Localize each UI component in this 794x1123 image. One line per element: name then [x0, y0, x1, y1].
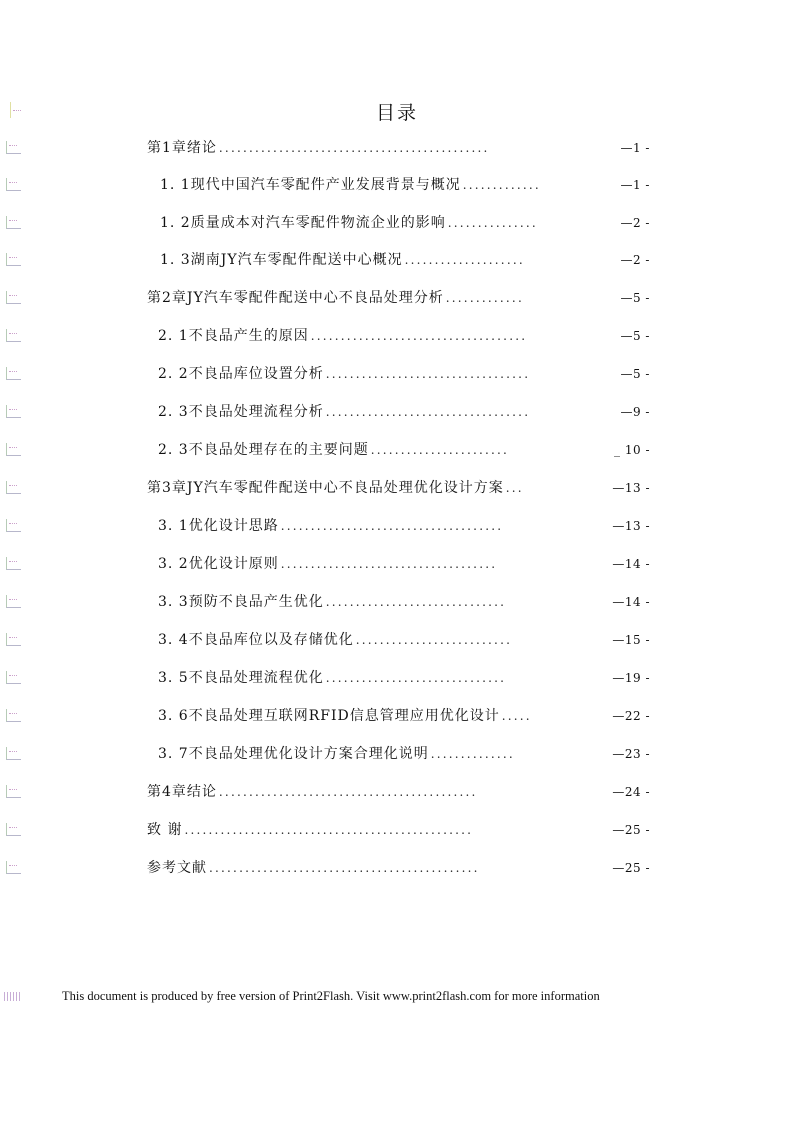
toc-leader-dots: ....................................: [280, 557, 498, 571]
toc-page-number: —2 -: [620, 216, 650, 230]
toc-entry[interactable]: [158, 743, 650, 765]
toc-page-number: —22 -: [612, 709, 650, 723]
margin-marker: [6, 823, 21, 836]
toc-leader-dots: .............................................: [218, 141, 490, 155]
toc-leader-dots: ..............................: [325, 671, 507, 685]
toc-entry[interactable]: [160, 212, 650, 234]
margin-marker: [6, 671, 21, 684]
toc-page-number: —15 -: [612, 633, 650, 647]
print2flash-footer: This document is produced by free version of Print2Flash. Visit www.print2flash.com for more information: [62, 989, 600, 1003]
margin-marker: [6, 785, 21, 798]
toc-entry-label: 第1章绪论: [147, 140, 217, 156]
toc-page-number: —5 -: [620, 367, 650, 381]
toc-entry-label: 3. 1优化设计思路: [158, 518, 279, 534]
margin-marker: [6, 178, 21, 191]
toc-entry-label: 1. 3湖南JY汽车零配件配送中心概况: [160, 252, 403, 268]
toc-entry-label: 致 谢: [147, 822, 183, 838]
toc-entry[interactable]: [147, 819, 650, 841]
margin-marker: [6, 557, 21, 570]
margin-marker: [6, 633, 21, 646]
toc-leader-dots: ...........................................: [218, 785, 478, 799]
toc-entry[interactable]: [158, 401, 650, 423]
toc-leader-dots: ..................................: [325, 405, 531, 419]
toc-leader-dots: ....................: [404, 253, 525, 267]
toc-page-number: —19 -: [612, 671, 650, 685]
toc-page-number: —23 -: [612, 747, 650, 761]
margin-marker: [6, 747, 21, 760]
footer-marker: [4, 992, 20, 1001]
toc-page-number: —24 -: [612, 785, 650, 799]
toc-page-number: —14 -: [612, 557, 650, 571]
margin-marker: [6, 216, 21, 229]
toc-leader-dots: .....: [501, 709, 532, 723]
toc-page-number: _ 10 -: [614, 443, 650, 457]
toc-leader-dots: ................................................: [184, 823, 474, 837]
toc-leader-dots: ..........................: [355, 633, 513, 647]
margin-marker: [6, 595, 21, 608]
toc-page-number: —13 -: [612, 519, 650, 533]
toc-entry[interactable]: [160, 174, 650, 196]
toc-page-number: —9 -: [620, 405, 650, 419]
toc-entry-label: 第3章JY汽车零配件配送中心不良品处理优化设计方案: [147, 480, 504, 496]
toc-entry-label: 第4章结论: [147, 784, 217, 800]
margin-marker: [6, 405, 21, 418]
margin-marker: [6, 519, 21, 532]
toc-entry-label: 2. 1不良品产生的原因: [158, 328, 309, 344]
toc-entry-label: 3. 4不良品库位以及存储优化: [158, 632, 354, 648]
toc-leader-dots: ..............: [430, 747, 515, 761]
toc-leader-dots: .............................................: [209, 861, 480, 875]
toc-leader-dots: ..................................: [325, 367, 531, 381]
margin-marker: [6, 861, 21, 874]
toc-entry[interactable]: [158, 629, 650, 651]
toc-title: 目录: [375, 102, 418, 124]
margin-marker: [6, 367, 21, 380]
margin-marker: [6, 481, 21, 494]
toc-entry[interactable]: [147, 477, 650, 499]
toc-leader-dots: ...............: [447, 216, 538, 230]
toc-leader-dots: .............: [445, 291, 524, 305]
toc-entry-label: 2. 3不良品处理存在的主要问题: [158, 442, 369, 458]
toc-entry-label: 2. 2不良品库位设置分析: [158, 366, 324, 382]
toc-entry[interactable]: [158, 591, 650, 613]
toc-leader-dots: ..............................: [325, 595, 507, 609]
toc-entry-label: 3. 7不良品处理优化设计方案合理化说明: [158, 746, 429, 762]
toc-leader-dots: ....................................: [310, 329, 528, 343]
toc-page-number: —2 -: [620, 253, 650, 267]
margin-marker: [6, 709, 21, 722]
toc-entry-label: 3. 2优化设计原则: [158, 556, 279, 572]
toc-entry-label: 1. 2质量成本对汽车零配件物流企业的影响: [160, 215, 446, 231]
toc-entry-label: 3. 6不良品处理互联网RFID信息管理应用优化设计: [158, 708, 500, 724]
toc-entry-label: 参考文献: [147, 860, 207, 876]
toc-entry-label: 3. 5不良品处理流程优化: [158, 670, 324, 686]
toc-entry[interactable]: [158, 363, 650, 385]
toc-entry-label: 第2章JY汽车零配件配送中心不良品处理分析: [147, 290, 444, 306]
toc-page-number: —14 -: [612, 595, 650, 609]
margin-marker: [10, 102, 15, 118]
margin-marker: [6, 291, 21, 304]
margin-marker: [6, 141, 21, 154]
toc-entry[interactable]: [158, 515, 650, 537]
toc-page-number: —13 -: [612, 481, 650, 495]
toc-entry[interactable]: [158, 705, 650, 727]
toc-entry-label: 2. 3不良品处理流程分析: [158, 404, 324, 420]
toc-entry[interactable]: [160, 249, 650, 271]
toc-entry-label: 1. 1现代中国汽车零配件产业发展背景与概况: [160, 177, 461, 193]
toc-entry[interactable]: [158, 325, 650, 347]
toc-entry[interactable]: [147, 857, 650, 879]
margin-marker: [6, 329, 21, 342]
margin-marker: [6, 443, 21, 456]
toc-entry[interactable]: [158, 553, 650, 575]
toc-page-number: —1 -: [620, 141, 650, 155]
toc-leader-dots: ...: [505, 481, 524, 495]
toc-leader-dots: .....................................: [280, 519, 504, 533]
toc-page-number: —5 -: [620, 291, 650, 305]
toc-leader-dots: .............: [462, 178, 541, 192]
toc-leader-dots: .......................: [370, 443, 510, 457]
toc-entry[interactable]: [147, 287, 650, 309]
toc-entry[interactable]: [158, 439, 650, 461]
toc-entry[interactable]: [147, 137, 650, 159]
toc-entry-label: 3. 3预防不良品产生优化: [158, 594, 324, 610]
toc-page-number: —25 -: [612, 823, 650, 837]
toc-page-number: —25 -: [612, 861, 650, 875]
margin-marker: [6, 253, 21, 266]
toc-page-number: —1 -: [620, 178, 650, 192]
toc-entry[interactable]: [158, 667, 650, 689]
toc-entry[interactable]: [147, 781, 650, 803]
toc-page-number: —5 -: [620, 329, 650, 343]
